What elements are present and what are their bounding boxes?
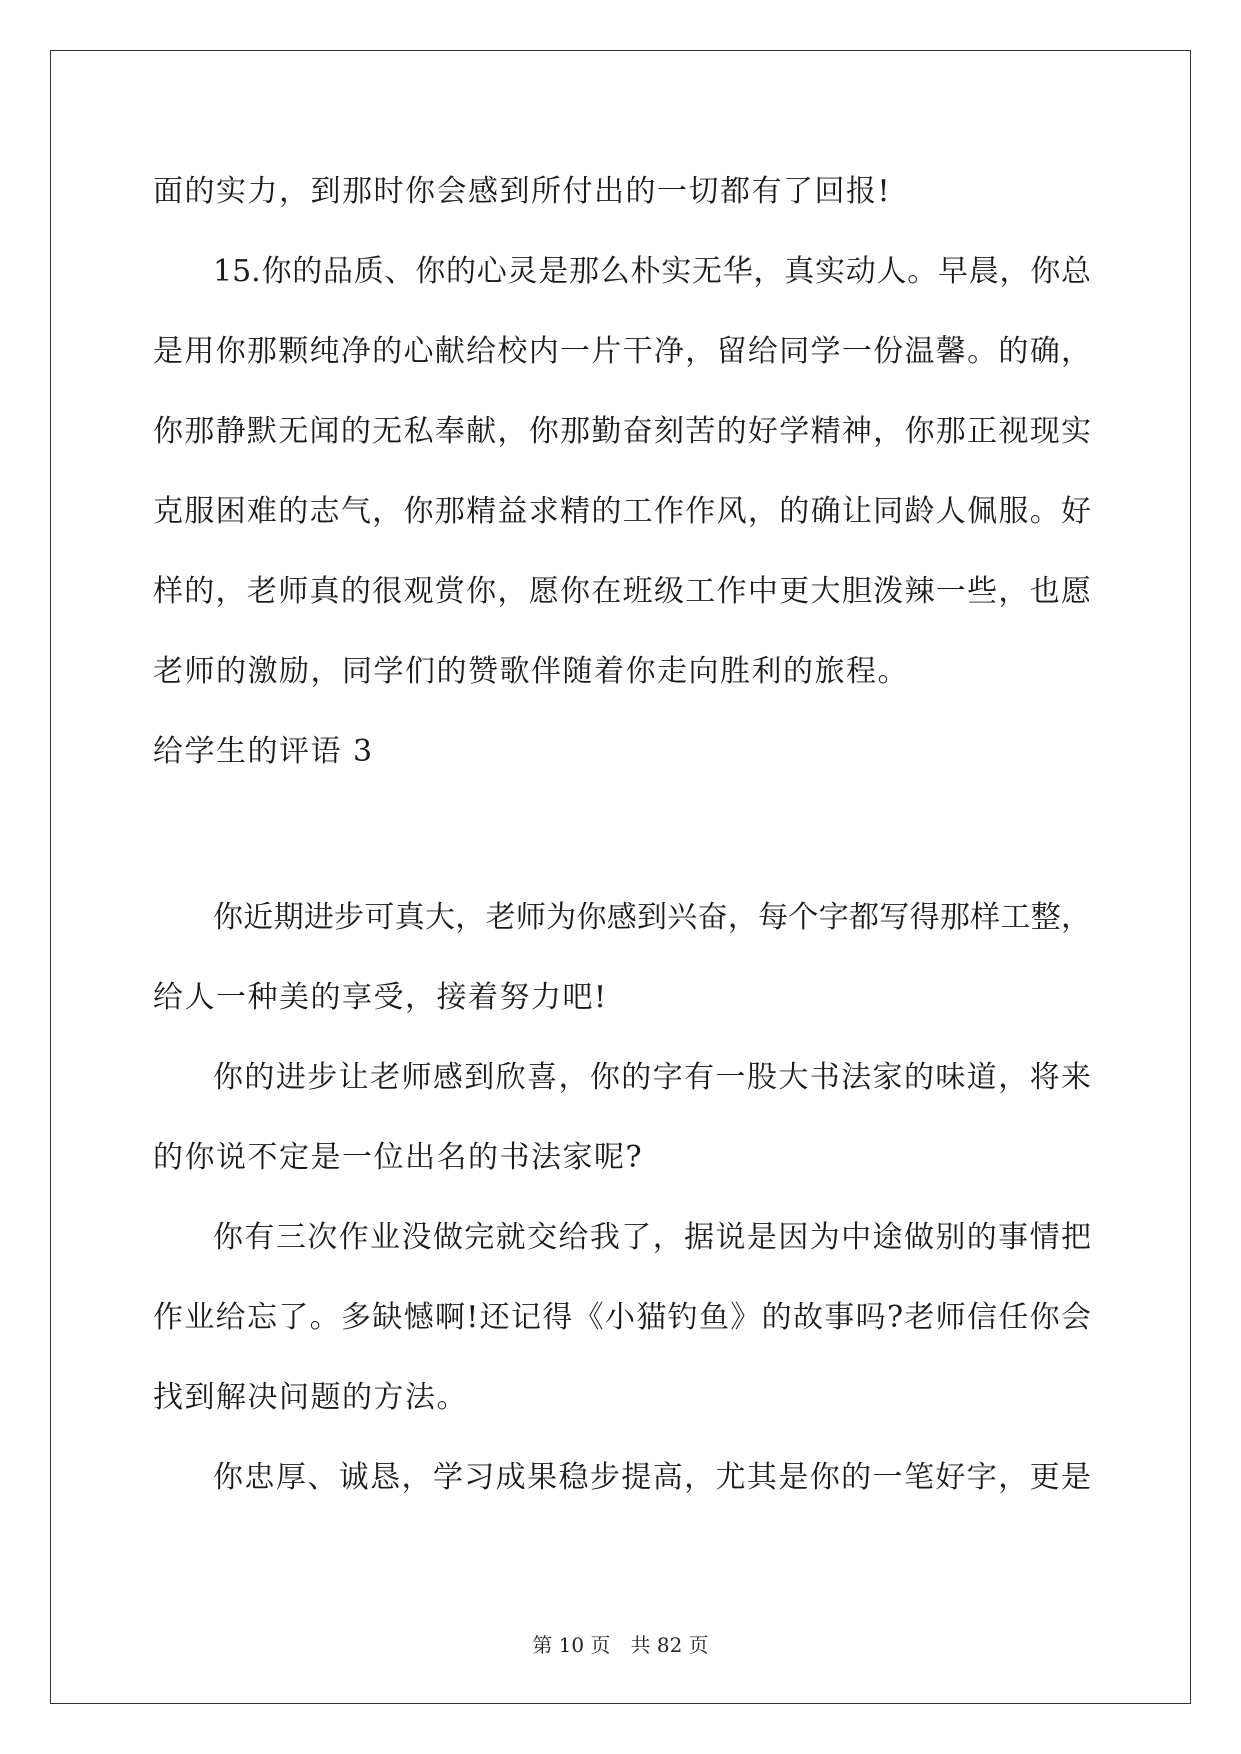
page-number: 第 10 页 (532, 1633, 611, 1657)
body-line-11: 的你说不定是一位出名的书法家呢? (153, 1140, 644, 1175)
body-line-9: 给人一种美的享受，接着努力吧! (153, 980, 608, 1015)
section-heading: 给学生的评语 3 (153, 734, 374, 769)
page-total: 共 82 页 (630, 1633, 709, 1657)
body-line-3: 是用你那颗纯净的心献给校内一片干净，留给同学一份温馨。的确， (153, 334, 1091, 369)
body-line-5: 克服困难的志气，你那精益求精的工作作风，的确让同龄人佩服。好 (153, 494, 1091, 529)
page-footer (0, 1632, 1241, 1658)
page-border (50, 50, 1191, 1704)
body-line-7: 老师的激励，同学们的赞歌伴随着你走向胜利的旅程。 (153, 654, 909, 689)
body-line-14: 找到解决问题的方法。 (153, 1380, 468, 1415)
body-line-12: 你有三次作业没做完就交给我了，据说是因为中途做别的事情把 (213, 1220, 1091, 1255)
body-line-1: 面的实力，到那时你会感到所付出的一切都有了回报! (153, 174, 892, 209)
body-line-13: 作业给忘了。多缺憾啊!还记得《小猫钓鱼》的故事吗?老师信任你会 (153, 1300, 1091, 1335)
body-line-10: 你的进步让老师感到欣喜，你的字有一股大书法家的味道，将来 (213, 1060, 1091, 1095)
body-line-4: 你那静默无闻的无私奉献，你那勤奋刻苦的好学精神，你那正视现实 (153, 414, 1091, 449)
body-line-2: 15.你的品质、你的心灵是那么朴实无华，真实动人。早晨，你总 (213, 254, 1091, 289)
body-line-15: 你忠厚、诚恳，学习成果稳步提高，尤其是你的一笔好字，更是 (213, 1460, 1091, 1495)
body-line-6: 样的，老师真的很观赏你，愿你在班级工作中更大胆泼辣一些，也愿 (153, 574, 1091, 609)
body-line-8: 你近期进步可真大，老师为你感到兴奋，每个字都写得那样工整， (213, 900, 1091, 935)
